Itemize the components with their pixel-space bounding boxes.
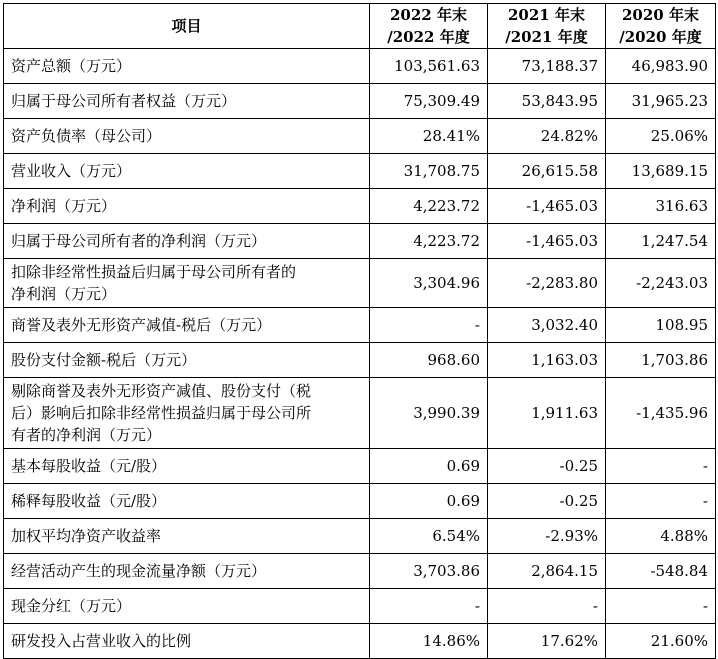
table-row	[4, 624, 716, 659]
cell-2022: 75,309.49	[370, 84, 488, 119]
row-label-cash-dividend: 现金分红（万元）	[4, 589, 370, 624]
cell-2022: 4,223.72	[370, 224, 488, 259]
table-row	[4, 154, 716, 189]
cell-2021: 1,163.03	[488, 343, 606, 378]
row-label-parent-equity: 归属于母公司所有者权益（万元）	[4, 84, 370, 119]
cell-2021: 1,911.63	[488, 378, 606, 449]
cell-2022: -	[370, 589, 488, 624]
cell-2020: -1,435.96	[606, 378, 716, 449]
cell-2021: 2,864.15	[488, 554, 606, 589]
cell-2020: -	[606, 589, 716, 624]
table-row	[4, 49, 716, 84]
row-label-parent-net-profit: 归属于母公司所有者的净利润（万元）	[4, 224, 370, 259]
cell-2021: 17.62%	[488, 624, 606, 659]
row-label-deducted-net-profit: 扣除非经常性损益后归属于母公司所有者的 净利润（万元）	[4, 259, 370, 308]
header-2020: 2020 年末 /2020 年度	[606, 4, 716, 49]
cell-2022: 28.41%	[370, 119, 488, 154]
cell-2022: -	[370, 308, 488, 343]
row-label-diluted-eps: 稀释每股收益（元/股）	[4, 484, 370, 519]
financial-data-table	[3, 3, 716, 659]
cell-2020: -	[606, 449, 716, 484]
row-label-adjusted-net-profit: 剔除商誉及表外无形资产减值、股份支付（税 后）影响后扣除非经常性损益归属于母公司所 有者的净利润（万元）	[4, 378, 370, 449]
table-row	[4, 484, 716, 519]
cell-2020: -548.84	[606, 554, 716, 589]
cell-2020: 316.63	[606, 189, 716, 224]
cell-2022: 103,561.63	[370, 49, 488, 84]
cell-2021: -0.25	[488, 484, 606, 519]
cell-2020: 21.60%	[606, 624, 716, 659]
row-label-net-profit: 净利润（万元）	[4, 189, 370, 224]
cell-2020: 46,983.90	[606, 49, 716, 84]
table-row	[4, 224, 716, 259]
table-row	[4, 119, 716, 154]
cell-2022: 3,703.86	[370, 554, 488, 589]
cell-2020: 1,247.54	[606, 224, 716, 259]
row-label-total-assets: 资产总额（万元）	[4, 49, 370, 84]
cell-2022: 3,990.39	[370, 378, 488, 449]
cell-2021: 53,843.95	[488, 84, 606, 119]
cell-2021: -1,465.03	[488, 189, 606, 224]
cell-2022: 0.69	[370, 484, 488, 519]
row-label-share-payment: 股份支付金额-税后（万元）	[4, 343, 370, 378]
cell-2020: 1,703.86	[606, 343, 716, 378]
table-row	[4, 519, 716, 554]
cell-2022: 968.60	[370, 343, 488, 378]
table-row	[4, 589, 716, 624]
cell-2021: -2,283.80	[488, 259, 606, 308]
cell-2021: 3,032.40	[488, 308, 606, 343]
header-2021: 2021 年末 /2021 年度	[488, 4, 606, 49]
cell-2021: -0.25	[488, 449, 606, 484]
cell-2021: 73,188.37	[488, 49, 606, 84]
table-row	[4, 308, 716, 343]
row-label-basic-eps: 基本每股收益（元/股）	[4, 449, 370, 484]
cell-2020: 25.06%	[606, 119, 716, 154]
table-row	[4, 449, 716, 484]
cell-2022: 31,708.75	[370, 154, 488, 189]
cell-2021: -1,465.03	[488, 224, 606, 259]
header-2022: 2022 年末 /2022 年度	[370, 4, 488, 49]
row-label-rd-ratio: 研发投入占营业收入的比例	[4, 624, 370, 659]
row-label-roe: 加权平均净资产收益率	[4, 519, 370, 554]
cell-2020: -	[606, 484, 716, 519]
cell-2020: 13,689.15	[606, 154, 716, 189]
table-row	[4, 343, 716, 378]
table-row	[4, 554, 716, 589]
table-row	[4, 378, 716, 449]
header-row	[4, 4, 716, 49]
cell-2020: 108.95	[606, 308, 716, 343]
cell-2021: 26,615.58	[488, 154, 606, 189]
row-label-revenue: 营业收入（万元）	[4, 154, 370, 189]
table-row	[4, 259, 716, 308]
row-label-goodwill-impairment: 商誉及表外无形资产减值-税后（万元）	[4, 308, 370, 343]
table-row	[4, 84, 716, 119]
cell-2022: 4,223.72	[370, 189, 488, 224]
header-item: 项目	[4, 4, 370, 49]
cell-2021: -	[488, 589, 606, 624]
cell-2020: -2,243.03	[606, 259, 716, 308]
cell-2022: 14.86%	[370, 624, 488, 659]
cell-2021: 24.82%	[488, 119, 606, 154]
cell-2022: 3,304.96	[370, 259, 488, 308]
cell-2021: -2.93%	[488, 519, 606, 554]
cell-2022: 0.69	[370, 449, 488, 484]
row-label-operating-cash-flow: 经营活动产生的现金流量净额（万元）	[4, 554, 370, 589]
cell-2020: 4.88%	[606, 519, 716, 554]
cell-2020: 31,965.23	[606, 84, 716, 119]
cell-2022: 6.54%	[370, 519, 488, 554]
table-row	[4, 189, 716, 224]
row-label-debt-ratio: 资产负债率（母公司）	[4, 119, 370, 154]
